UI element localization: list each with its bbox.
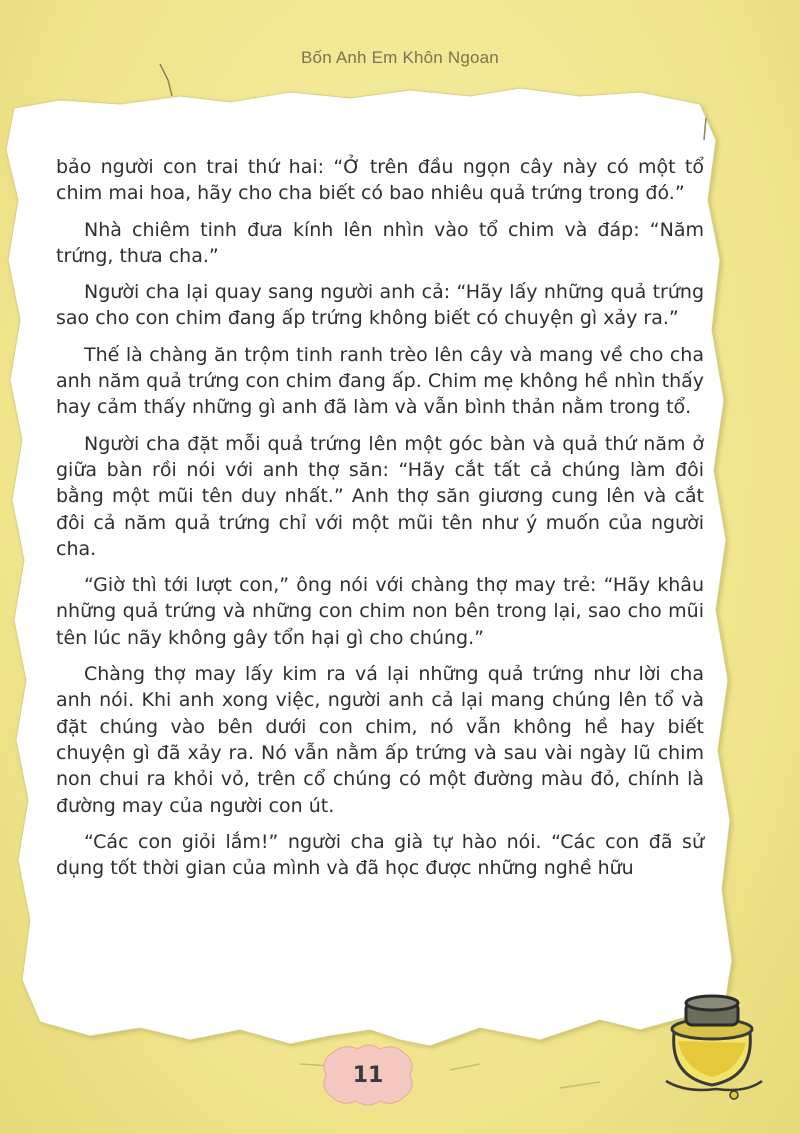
paragraph-5: Người cha đặt mỗi quả trứng lên một góc bàn và quả thứ năm ở giữa bàn rồi nói với anh thợ săn: “Hãy cắt tất cả chúng làm đôi bằng một mũi tên duy nhất.” Anh thợ săn giương cung lên và cắt đôi cả năm quả trứng chỉ với một mũi tên như ý muốn của người cha. bbox=[56, 432, 704, 560]
running-header: Bốn Anh Em Khôn Ngoan bbox=[301, 48, 499, 67]
paragraph-1: bảo người con trai thứ hai: “Ở trên đầu ngọn cây này có một tổ chim mai hoa, hãy cho cha biết có bao nhiêu quả trứng trong đó.” bbox=[56, 156, 704, 205]
paragraph-6: “Giờ thì tới lượt con,” ông nói với chàng thợ may trẻ: “Hãy khâu những quả trứng và những con chim non bên trong lại, sao cho mũi tên lúc nãy không gây tổn hại gì cho chúng.” bbox=[56, 574, 704, 649]
paragraph-2: Nhà chiêm tinh đưa kính lên nhìn vào tổ chim và đáp: “Năm trứng, thưa cha.” bbox=[56, 218, 704, 267]
honey-pot-illustration bbox=[656, 985, 766, 1105]
page-number-badge bbox=[318, 1043, 418, 1107]
page-number: 11 bbox=[352, 1062, 384, 1088]
paragraph-3: Người cha lại quay sang người anh cả: “Hãy lấy những quả trứng sao cho con chim đang ấp trứng không biết có chuyện gì xảy ra.” bbox=[56, 281, 704, 330]
paragraph-7: Chàng thợ may lấy kim ra vá lại những quả trứng như lời cha anh nói. Khi anh xong việc, người anh cả lại mang chúng lên tổ và đặt chúng vào bên dưới con chim, nó vẫn không hề hay biết chuyện gì đã xảy ra. Nó vẫn nằm ấp trứng và sau vài ngày lũ chim non chui ra khỏi vỏ, trên cổ chúng có một đường màu đỏ, chính là đường may của người con út. bbox=[56, 663, 704, 817]
story-text bbox=[56, 154, 704, 891]
paragraph-8: “Các con giỏi lắm!” người cha già tự hào nói. “Các con đã sử dụng tốt thời gian của mình và đã học được những nghề hữu bbox=[56, 830, 704, 880]
paragraph-4: Thế là chàng ăn trộm tinh ranh trèo lên cây và mang về cho cha anh năm quả trứng con chim đang ấp. Chim mẹ không hề nhìn thấy hay cảm thấy những gì anh đã làm và vẫn bình thản nằm trong tổ. bbox=[56, 343, 704, 419]
